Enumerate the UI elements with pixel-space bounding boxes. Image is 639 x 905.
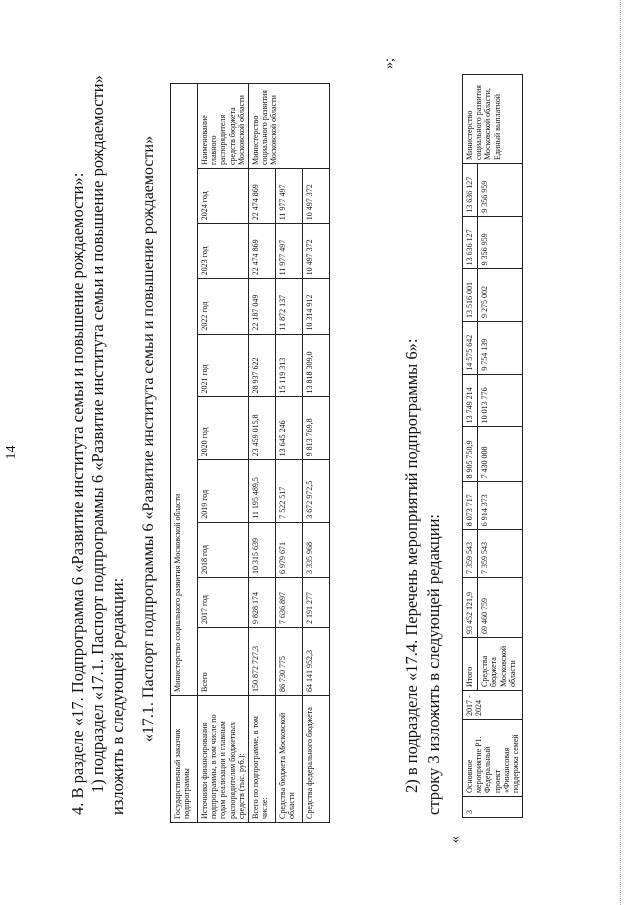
value-cell: 7 430 008 <box>478 427 523 482</box>
value-cell: 28 937 622 <box>248 334 275 397</box>
value-cell: 6 914 373 <box>478 482 523 530</box>
row-label: Всего по подпрограмме, в том числе: <box>248 696 275 823</box>
value-cell: 9 275 002 <box>478 269 523 322</box>
header-cell: 2022 год <box>198 279 249 334</box>
header-cell: 2024 год <box>198 169 249 224</box>
value-cell: 93 452 121,9 <box>463 578 478 638</box>
subsection-text: 1) подраздел «17.1. Паспорт подпрограммы 6 «Развитие института семьи и повышение рождаемости» <box>88 75 107 793</box>
value-cell: 10 314 912 <box>302 279 329 334</box>
source-cell: Средства бюджета Московской области <box>478 638 523 691</box>
value-cell: 11 977 497 <box>275 169 302 224</box>
value-cell: 14 575 642 <box>463 322 478 375</box>
value-cell: 86 730 775 <box>275 628 302 696</box>
paragraph-2: 2) в подразделе «17.4. Перечень мероприятий подпрограммы 6»: <box>402 338 421 793</box>
customer-value: Министерство социального развития Московской области <box>171 84 198 696</box>
value-cell: 11 872 137 <box>275 279 302 334</box>
value-cell: 13 749 214 <box>463 374 478 427</box>
header-row <box>198 84 249 823</box>
value-cell: 7 522 517 <box>275 460 302 522</box>
page-edge-rule <box>620 0 621 905</box>
value-cell: 2 191 277 <box>302 577 329 627</box>
passport-title: «17.1. Паспорт подпрограммы 6 «Развитие института семьи и повышение рождаемости» <box>140 135 157 743</box>
value-cell: 9 356 959 <box>478 164 523 217</box>
header-cell: Наименование главного распорядителя средств бюджета Московской области <box>198 84 249 169</box>
row-label: Средства федерального бюджета <box>302 696 329 823</box>
value-cell: 13 818 309,0 <box>302 334 329 397</box>
activity-name: Основное мероприятие P1. Федеральный проект «Финансовая поддержка семей <box>463 720 523 797</box>
value-cell: 3 672 972,5 <box>302 460 329 522</box>
value-cell: 3 335 968 <box>302 522 329 577</box>
value-cell: 10 013 776 <box>478 374 523 427</box>
value-cell: 7 359 543 <box>463 530 478 578</box>
passport-table <box>170 83 330 823</box>
activity-years: 2017 - 2024 <box>463 691 523 720</box>
value-cell: 13 516 001 <box>463 269 478 322</box>
value-cell: 9 813 769,8 <box>302 397 329 460</box>
value-cell: 7 636 897 <box>275 577 302 627</box>
value-cell: 13 636 127 <box>463 164 478 217</box>
value-cell: 10 497 372 <box>302 224 329 279</box>
value-cell: 8 905 750,9 <box>463 427 478 482</box>
table-row <box>463 75 478 818</box>
value-cell: 6 979 671 <box>275 522 302 577</box>
table-row <box>248 84 275 823</box>
value-cell: 9 754 139 <box>478 322 523 375</box>
section-heading: 4. В разделе «17. Подпрограмма 6 «Развитие института семьи и повышение рождаемости»: <box>68 172 87 815</box>
value-cell: 15 119 313 <box>275 334 302 397</box>
value-cell: 9 828 174 <box>248 577 275 627</box>
value-cell: 11 195 489,5 <box>248 460 275 522</box>
instruction-text: изложить в следующей редакции: <box>108 577 127 815</box>
page-number: 14 <box>4 445 19 460</box>
header-cell: 2017 год <box>198 577 249 627</box>
header-cell: 2019 год <box>198 460 249 522</box>
owner-cell: Министерство социального развития Московской области <box>248 84 329 169</box>
table-row <box>275 84 302 823</box>
header-cell: Всего <box>198 628 249 696</box>
closing-mark: »; <box>382 58 397 69</box>
value-cell: 69 460 759 <box>478 578 523 638</box>
value-cell: 64 141 952,3 <box>302 628 329 696</box>
value-cell: 10 497 372 <box>302 169 329 224</box>
table-row <box>302 84 329 823</box>
value-cell: 8 073 717 <box>463 482 478 530</box>
value-cell: 150 872 727,3 <box>248 628 275 696</box>
value-cell: 22 474 869 <box>248 224 275 279</box>
paragraph-2-instruction: строку 3 изложить в следующей редакции: <box>424 514 443 815</box>
row-label: Средства бюджета Московской области <box>275 696 302 823</box>
header-cell: 2023 год <box>198 224 249 279</box>
value-cell: 22 187 049 <box>248 279 275 334</box>
header-cell: 2018 год <box>198 522 249 577</box>
value-cell: 22 474 869 <box>248 169 275 224</box>
header-cell: 2021 год <box>198 334 249 397</box>
row-number: 3 <box>463 797 523 818</box>
value-cell: 7 359 543 <box>478 530 523 578</box>
value-cell: 13 645 246 <box>275 397 302 460</box>
executor-cell: Министерство социального развития Московской области, Единый выплатной <box>463 75 523 164</box>
header-cell: 2020 год <box>198 397 249 460</box>
value-cell: 11 977 497 <box>275 224 302 279</box>
customer-label: Государственный заказчик подпрограммы <box>171 696 198 823</box>
customer-row <box>171 84 198 823</box>
value-cell: 10 315 639 <box>248 522 275 577</box>
source-cell: Итого <box>463 638 478 691</box>
activities-table <box>462 74 523 818</box>
value-cell: 23 459 015,8 <box>248 397 275 460</box>
open-quote: « <box>448 836 463 843</box>
value-cell: 9 356 959 <box>478 216 523 269</box>
value-cell: 13 636 127 <box>463 216 478 269</box>
sources-label: Источники финансирования подпрограммы, в том числе по годам реализации и главным распорядителям бюджетных средств (тыс. руб.): <box>198 696 249 823</box>
